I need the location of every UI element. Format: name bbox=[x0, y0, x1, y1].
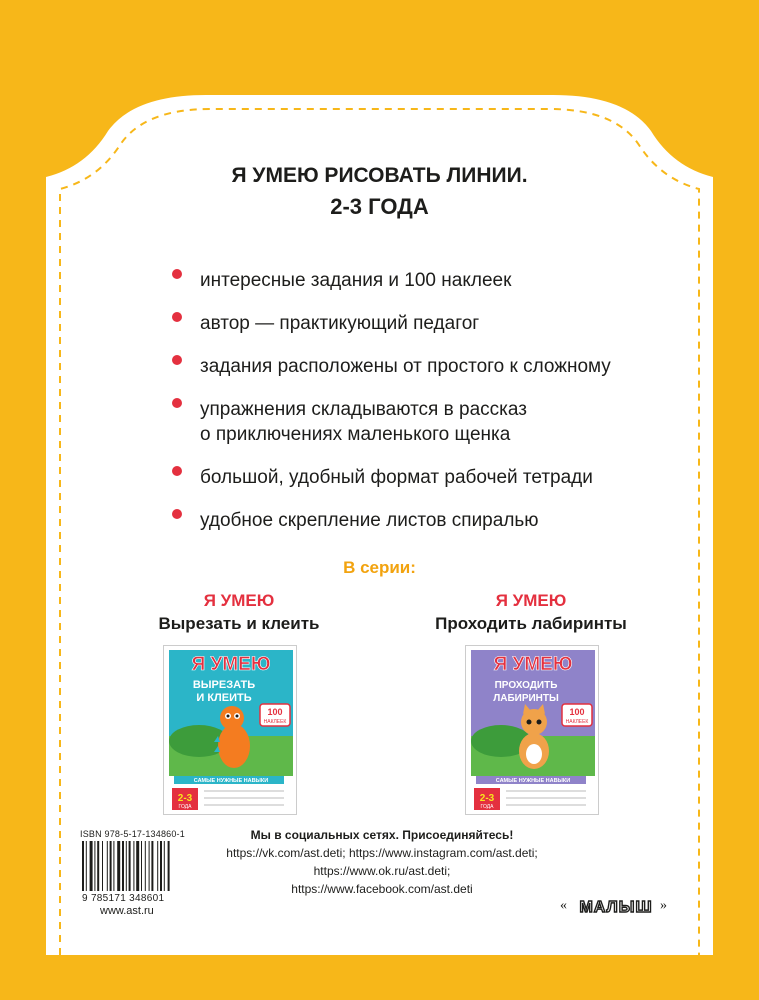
book-brand: Я УМЕЮ bbox=[203, 591, 275, 610]
social-heading: Мы в социальных сетях. Присоединяйтесь! bbox=[250, 828, 514, 842]
cover-age: 2-3 bbox=[479, 793, 495, 804]
cover-age-unit: ГОДА bbox=[480, 804, 494, 810]
book-name: Проходить лабиринты bbox=[435, 614, 627, 633]
bullet-icon bbox=[172, 312, 182, 322]
feature-item: упражнения складываются в рассказ о приключениях маленького щенка bbox=[170, 397, 710, 447]
svg-text:«: « bbox=[560, 898, 567, 913]
title-line2: 2-3 ГОДА bbox=[330, 194, 429, 219]
feature-list bbox=[170, 268, 710, 551]
svg-text:МАЛЫШ: МАЛЫШ bbox=[579, 899, 653, 916]
cover-subtitle: И КЛЕИТЬ bbox=[196, 692, 252, 704]
social-link-line[interactable]: https://www.ok.ru/ast.deti; bbox=[313, 864, 451, 878]
barcode-number: 9 785171 348601 bbox=[82, 893, 165, 904]
isbn-label: ISBN 978-5-17-134860-1 bbox=[80, 829, 185, 839]
book-brand: Я УМЕЮ bbox=[495, 591, 567, 610]
cover-age: 2-3 bbox=[177, 793, 193, 804]
feature-item: большой, удобный формат рабочей тетради bbox=[170, 465, 710, 490]
series-book-caption bbox=[401, 590, 661, 636]
cover-age-unit: ГОДА bbox=[178, 804, 192, 810]
social-link-line[interactable]: https://www.facebook.com/ast.deti bbox=[291, 882, 473, 896]
cover-badge-text: НАКЛЕЕК bbox=[263, 719, 287, 725]
series-book-caption bbox=[109, 590, 369, 636]
cover-badge-number: 100 bbox=[267, 707, 283, 717]
publisher-logo bbox=[556, 893, 676, 921]
cover-series-title: Я УМЕЮ bbox=[493, 654, 573, 675]
cover-ribbon: САМЫЕ НУЖНЫЕ НАВЫКИ bbox=[495, 778, 571, 784]
svg-text:»: » bbox=[660, 898, 667, 913]
feature-item: интересные задания и 100 наклеек bbox=[170, 268, 710, 293]
feature-item: автор — практикующий педагог bbox=[170, 311, 710, 336]
bullet-icon bbox=[172, 355, 182, 365]
bullet-icon bbox=[172, 509, 182, 519]
cover-subtitle: ВЫРЕЗАТЬ bbox=[192, 679, 256, 691]
feature-item: удобное скрепление листов спиралью bbox=[170, 508, 710, 533]
bullet-icon bbox=[172, 398, 182, 408]
title-line1: Я УМЕЮ РИСОВАТЬ ЛИНИИ. bbox=[231, 164, 528, 187]
barcode bbox=[80, 841, 192, 891]
cover-subtitle: ПРОХОДИТЬ bbox=[494, 680, 558, 691]
social-links bbox=[196, 826, 568, 898]
social-link-line[interactable]: https://vk.com/ast.deti; https://www.instagram.com/ast.deti; bbox=[226, 846, 538, 860]
book-name: Вырезать и клеить bbox=[158, 614, 320, 633]
website-link[interactable]: www.ast.ru bbox=[100, 905, 154, 917]
cover-series-title: Я УМЕЮ bbox=[191, 654, 271, 675]
book-cover-mazes bbox=[465, 645, 599, 815]
feature-item: задания расположены от простого к сложному bbox=[170, 354, 710, 379]
cover-ribbon: САМЫЕ НУЖНЫЕ НАВЫКИ bbox=[193, 778, 269, 784]
series-label: В серии: bbox=[343, 558, 416, 577]
bullet-icon bbox=[172, 269, 182, 279]
page-title bbox=[0, 160, 759, 222]
cover-badge-number: 100 bbox=[569, 707, 585, 717]
cover-subtitle: ЛАБИРИНТЫ bbox=[493, 693, 559, 704]
bullet-icon bbox=[172, 466, 182, 476]
book-cover-cut-and-glue bbox=[163, 645, 297, 815]
cover-badge-text: НАКЛЕЕК bbox=[565, 719, 589, 725]
